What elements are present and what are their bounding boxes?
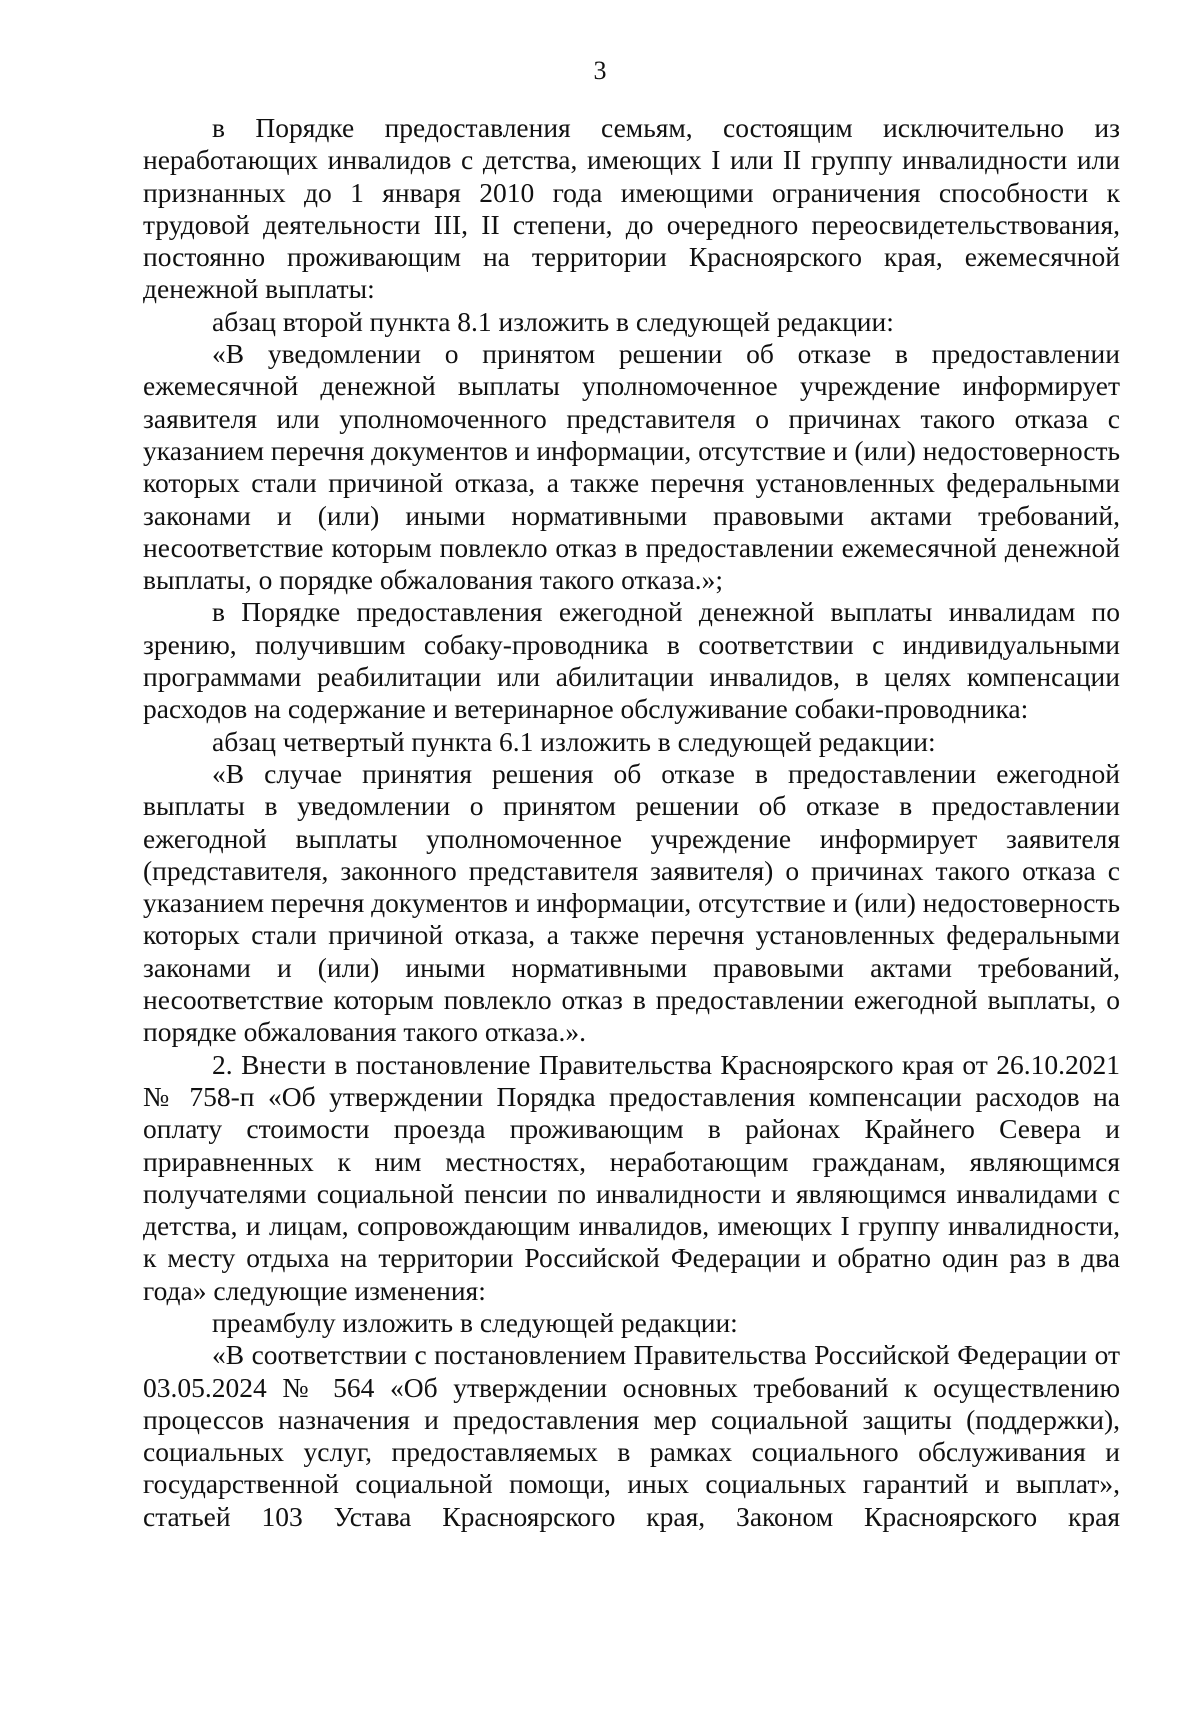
paragraph-quote-monthly-payment: «В уведомлении о принятом решении об отказе в предоставлении ежемесячной денежной выплаты уполномоченное учреждение информирует заявителя или уполномоченного представителя о причинах такого отказа с указанием перечня документов и информации, отсутствие и (или) недостоверность которых стали причиной отказа, а также перечня установленных федеральными законами и (или) иными нормативными правовыми актами требований, несоответствие которым повлекло отказ в предоставлении ежемесячной денежной выплаты, о порядке обжалования такого отказа.»; xyxy=(143,338,1121,596)
document-body xyxy=(143,112,1120,1533)
paragraph-instruction-8-1: абзац второй пункта 8.1 изложить в следующей редакции: xyxy=(212,305,894,337)
paragraph-quote-preamble: «В соответствии с постановлением Правительства Российской Федерации от 03.05.2024 № 564 «Об утверждении основных требований к осуществлению процессов назначения и предоставления мер социальной защиты (поддержки), социальных услуг, предоставляемых в рамках социального обслуживания и государственной социальной помощи, иных социальных гарантий и выплат», статьей 103 Устава Красноярского края, Законом Красноярского края xyxy=(143,1339,1120,1532)
page-number: 3 xyxy=(593,56,607,85)
paragraph-order-guide-dog: в Порядке предоставления ежегодной денежной выплаты инвалидам по зрению, получившим собаку-проводника в соответствии с индивидуальными программами реабилитации или абилитации инвалидов, в целях компенсации расходов на содержание и ветеринарное обслуживание собаки-проводника: xyxy=(143,596,1120,725)
paragraph-order-families: в Порядке предоставления семьям, состоящим исключительно из неработающих инвалидов с детства, имеющих I или II группу инвалидности или признанных до 1 января 2010 года имеющими ограничения способности к трудовой деятельности III, II степени, до очередного переосвидетельствования, постоянно проживающим на территории Красноярского края, ежемесячной денежной выплаты: xyxy=(143,112,1120,305)
paragraph-instruction-preamble: преамбулу изложить в следующей редакции: xyxy=(212,1306,738,1338)
paragraph-item-2: 2. Внести в постановление Правительства Красноярского края от 26.10.2021 № 758-п «Об утверждении Порядка предоставления компенсации расходов на оплату стоимости проезда проживающим в районах Крайнего Севера и приравненных к ним местностях, неработающим гражданам, являющимся получателями социальной пенсии по инвалидности и являющимся инвалидами с детства, и лицам, сопровождающим инвалидов, имеющих I группу инвалидности, к месту отдыха на территории Российской Федерации и обратно один раз в два года» следующие изменения: xyxy=(143,1048,1120,1306)
paragraph-instruction-6-1: абзац четвертый пункта 6.1 изложить в следующей редакции: xyxy=(212,725,936,757)
paragraph-quote-annual-payment: «В случае принятия решения об отказе в предоставлении ежегодной выплаты в уведомлении о принятом решении об отказе в предоставлении ежегодной выплаты уполномоченное учреждение информирует заявителя (представителя, законного представителя заявителя) о причинах такого отказа с указанием перечня документов и информации, отсутствие и (или) недостоверность которых стали причиной отказа, а также перечня установленных федеральными законами и (или) иными нормативными правовыми актами требований, несоответствие которым повлекло отказ в предоставлении ежегодной выплаты, о порядке обжалования такого отказа.». xyxy=(143,757,1121,1048)
